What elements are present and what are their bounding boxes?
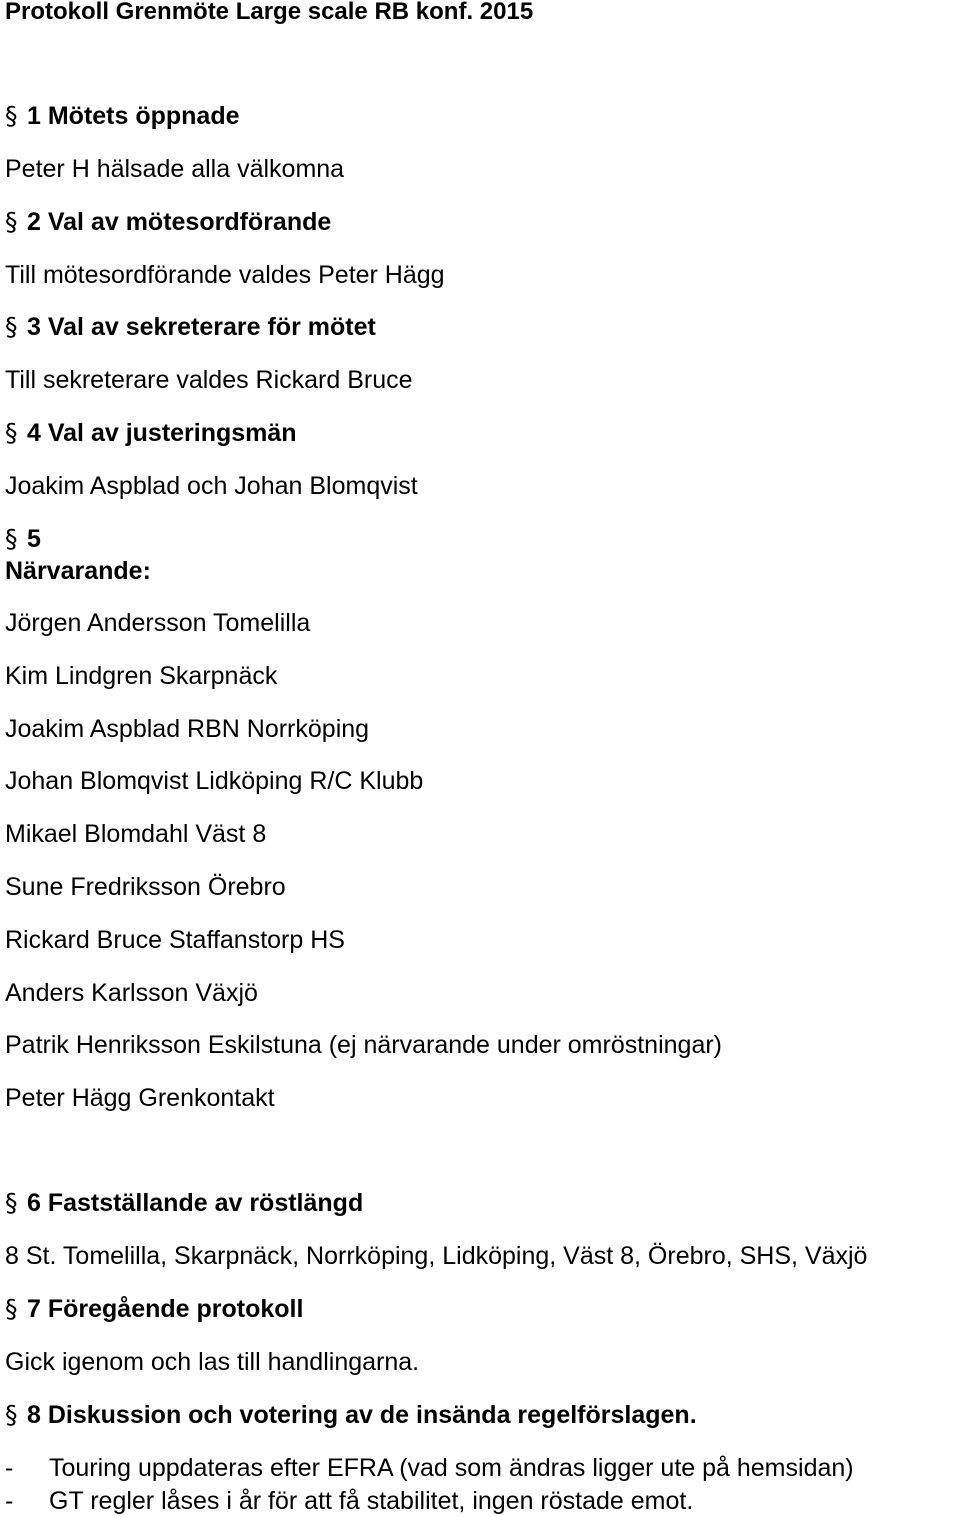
attendee-item: Mikael Blomdahl Väst 8	[5, 820, 267, 848]
section-4-text: Joakim Aspblad och Johan Blomqvist	[5, 472, 418, 500]
attendees-heading: Närvarande:	[5, 557, 151, 585]
section-symbol: §	[5, 1188, 18, 1217]
section-symbol: §	[5, 1294, 18, 1323]
section-4-heading-text: 4 Val av justeringsmän	[27, 419, 297, 447]
section-7-text: Gick igenom och las till handlingarna.	[5, 1348, 420, 1376]
bullet-dash: -	[5, 1487, 14, 1515]
attendee-item: Jörgen Andersson Tomelilla	[5, 609, 311, 637]
section-5-heading-text: 5	[27, 525, 41, 553]
attendee-item: Sune Fredriksson Örebro	[5, 873, 286, 901]
section-8-heading	[5, 1400, 697, 1430]
section-2-heading	[5, 207, 331, 237]
section-6-heading	[5, 1188, 363, 1218]
section-symbol: §	[5, 312, 18, 341]
section-6-text: 8 St. Tomelilla, Skarpnäck, Norrköping, Lidköping, Väst 8, Örebro, SHS, Växjö	[5, 1242, 868, 1270]
section-2-heading-text: 2 Val av mötesordförande	[27, 208, 332, 236]
section-symbol: §	[5, 524, 18, 553]
bullet-item	[0, 1486, 693, 1516]
attendee-item: Peter Hägg Grenkontakt	[5, 1084, 275, 1112]
section-symbol: §	[5, 207, 18, 236]
section-4-heading	[5, 418, 297, 448]
section-1-text: Peter H hälsade alla välkomna	[5, 155, 345, 183]
section-7-heading	[5, 1294, 303, 1324]
section-3-heading	[5, 312, 376, 342]
attendee-item: Anders Karlsson Växjö	[5, 979, 258, 1007]
attendee-item: Rickard Bruce Staffanstorp HS	[5, 926, 345, 954]
section-7-heading-text: 7 Föregående protokoll	[27, 1295, 304, 1323]
bullet-item	[0, 1453, 854, 1483]
attendee-item: Kim Lindgren Skarpnäck	[5, 662, 278, 690]
section-8-heading-text: 8 Diskussion och votering av de insända regelförslagen.	[27, 1401, 697, 1429]
section-symbol: §	[5, 418, 18, 447]
bullet-text: GT regler låses i år för att få stabilitet, ingen röstade emot.	[49, 1487, 694, 1515]
section-3-heading-text: 3 Val av sekreterare för mötet	[27, 313, 376, 341]
section-3-text: Till sekreterare valdes Rickard Bruce	[5, 366, 413, 394]
section-6-heading-text: 6 Fastställande av röstlängd	[27, 1189, 364, 1217]
attendee-item: Joakim Aspblad RBN Norrköping	[5, 715, 370, 743]
section-5-heading	[5, 524, 41, 554]
attendee-item: Johan Blomqvist Lidköping R/C Klubb	[5, 767, 424, 795]
section-1-heading	[5, 101, 240, 131]
section-2-text: Till mötesordförande valdes Peter Hägg	[5, 261, 445, 289]
section-1-heading-text: 1 Mötets öppnade	[27, 102, 240, 130]
bullet-dash: -	[5, 1454, 14, 1482]
section-symbol: §	[5, 1400, 18, 1429]
bullet-text: Touring uppdateras efter EFRA (vad som ändras ligger ute på hemsidan)	[49, 1454, 854, 1482]
section-symbol: §	[5, 101, 18, 130]
attendee-item: Patrik Henriksson Eskilstuna (ej närvarande under omröstningar)	[5, 1031, 722, 1059]
document-title: Protokoll Grenmöte Large scale RB konf. 2015	[5, 0, 534, 25]
